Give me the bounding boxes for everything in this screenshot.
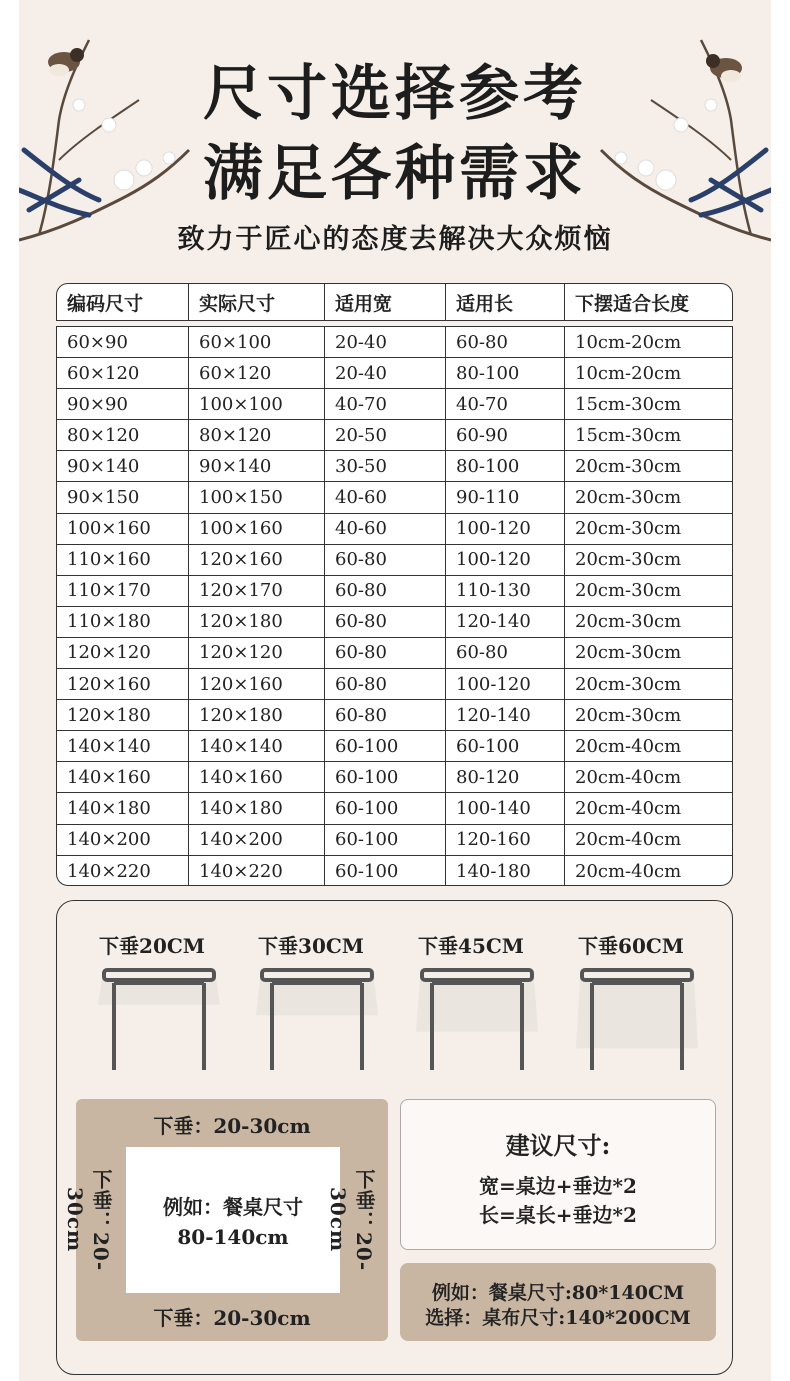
table-cell-fit-length: 80-120 (446, 762, 565, 792)
table-cell-actual-size: 120×160 (189, 669, 325, 699)
table-cell-fit-width: 60-80 (325, 576, 446, 606)
plum-blossom-branch-left-decoration (19, 0, 219, 260)
suggested-size-title: 建议尺寸: (505, 1131, 611, 1160)
table-row (57, 514, 732, 545)
size-table-header (56, 283, 733, 321)
table-cell-fit-width: 60-100 (325, 762, 446, 792)
table-cell-code-size: 110×180 (57, 607, 189, 637)
column-header-actual-size: 实际尺寸 (189, 284, 325, 320)
column-header-fit-width: 适用宽 (325, 284, 446, 320)
table-row (57, 327, 732, 358)
table-cell-fit-width: 60-100 (325, 856, 446, 886)
table-cell-actual-size: 120×170 (189, 576, 325, 606)
table-cell-actual-size: 140×160 (189, 762, 325, 792)
table-cell-fit-length: 100-120 (446, 514, 565, 544)
table-cell-fit-length: 60-80 (446, 327, 565, 357)
table-cell-code-size: 90×90 (57, 389, 189, 419)
table-cell-actual-size: 140×220 (189, 856, 325, 886)
table-cell-drop-length: 15cm-30cm (575, 393, 682, 415)
table-cell-code-size: 120×120 (57, 638, 189, 668)
table-cell-fit-length: 80-100 (446, 451, 565, 481)
diagram-right-drop-label: 下垂：20-30cm (326, 1168, 376, 1272)
width-formula: 宽=桌边+垂边*2 (479, 1174, 637, 1198)
table-cell-drop-length: 20cm-40cm (575, 766, 682, 788)
table-cell-code-size: 120×160 (57, 669, 189, 699)
table-cell-drop-length: 10cm-20cm (575, 362, 682, 384)
table-cell-drop-length: 20cm-30cm (575, 580, 682, 602)
table-cloth-drop-30cm-illustration (252, 965, 382, 1075)
table-row (57, 389, 732, 420)
table-cloth-drop-20cm-illustration (94, 965, 224, 1075)
table-cell-code-size: 80×120 (57, 420, 189, 450)
table-cell-code-size: 110×170 (57, 576, 189, 606)
diagram-example-line1: 例如：餐桌尺寸 (163, 1195, 303, 1219)
table-cell-drop-length: 20cm-40cm (575, 829, 682, 851)
length-formula: 长=桌长+垂边*2 (479, 1203, 637, 1227)
table-row (57, 420, 732, 451)
table-cell-fit-width: 40-70 (325, 389, 446, 419)
table-cell-fit-length: 40-70 (446, 389, 565, 419)
table-row (57, 731, 732, 762)
table-cell-fit-width: 60-80 (325, 700, 446, 730)
table-cell-fit-width: 60-80 (325, 638, 446, 668)
table-row (57, 607, 732, 638)
table-cell-drop-length: 20cm-40cm (575, 860, 682, 882)
table-cell-actual-size: 120×120 (189, 638, 325, 668)
table-cell-actual-size: 140×140 (189, 731, 325, 761)
table-cell-drop-length: 20cm-30cm (575, 487, 682, 509)
drop-label-45cm: 下垂45CM (418, 934, 524, 958)
table-cell-actual-size: 120×180 (189, 700, 325, 730)
table-cell-actual-size: 100×160 (189, 514, 325, 544)
size-table-body (56, 326, 733, 886)
table-cell-fit-length: 80-100 (446, 358, 565, 388)
table-cell-code-size: 120×180 (57, 700, 189, 730)
table-cell-drop-length: 20cm-30cm (575, 455, 682, 477)
table-cell-fit-width: 40-60 (325, 514, 446, 544)
table-row (57, 545, 732, 576)
table-cell-code-size: 90×150 (57, 482, 189, 512)
table-cell-actual-size: 140×180 (189, 793, 325, 823)
table-row (57, 482, 732, 513)
table-cell-code-size: 140×200 (57, 825, 189, 855)
table-cell-fit-length: 100-140 (446, 793, 565, 823)
table-cell-actual-size: 100×150 (189, 482, 325, 512)
table-cell-drop-length: 20cm-30cm (575, 611, 682, 633)
table-cell-code-size: 100×160 (57, 514, 189, 544)
table-row (57, 638, 732, 669)
table-cell-code-size: 140×160 (57, 762, 189, 792)
table-cell-actual-size: 90×140 (189, 451, 325, 481)
table-row (57, 669, 732, 700)
table-cell-drop-length: 10cm-20cm (575, 331, 682, 353)
table-cell-fit-width: 20-40 (325, 327, 446, 357)
drop-label-20cm: 下垂20CM (99, 934, 205, 958)
table-cell-fit-width: 20-40 (325, 358, 446, 388)
table-cell-fit-length: 60-80 (446, 638, 565, 668)
column-header-fit-length: 适用长 (446, 284, 565, 320)
table-cloth-drop-45cm-illustration (412, 965, 542, 1075)
table-cell-fit-length: 90-110 (446, 482, 565, 512)
table-cell-drop-length: 20cm-30cm (575, 673, 682, 695)
diagram-example-line2: 80-140cm (177, 1225, 289, 1249)
table-cell-fit-width: 40-60 (325, 482, 446, 512)
table-cell-drop-length: 20cm-30cm (575, 518, 682, 540)
diagram-left-drop-label: 下垂：20-30cm (63, 1168, 113, 1272)
table-cell-fit-length: 120-160 (446, 825, 565, 855)
table-cell-actual-size: 100×100 (189, 389, 325, 419)
table-cell-fit-length: 110-130 (446, 576, 565, 606)
table-cell-fit-width: 20-50 (325, 420, 446, 450)
table-cell-fit-width: 60-100 (325, 731, 446, 761)
table-cell-fit-length: 60-90 (446, 420, 565, 450)
table-cell-fit-width: 30-50 (325, 451, 446, 481)
diagram-bottom-drop-label: 下垂：20-30cm (153, 1306, 311, 1330)
table-cell-code-size: 60×90 (57, 327, 189, 357)
table-row (57, 700, 732, 731)
table-cell-code-size: 140×140 (57, 731, 189, 761)
diagram-example-text (126, 1192, 340, 1252)
table-cell-fit-length: 140-180 (446, 856, 565, 886)
table-row (57, 856, 732, 886)
table-cell-fit-length: 120-140 (446, 700, 565, 730)
table-cell-drop-length: 20cm-40cm (575, 735, 682, 757)
table-cell-fit-length: 100-120 (446, 669, 565, 699)
page-subtitle: 致力于匠心的态度去解决大众烦恼 (177, 224, 613, 255)
table-row (57, 358, 732, 389)
table-cell-code-size: 60×120 (57, 358, 189, 388)
table-row (57, 762, 732, 793)
table-cell-code-size: 140×220 (57, 856, 189, 886)
table-row (57, 793, 732, 824)
size-guide-page (19, 0, 771, 1381)
example-cloth-size: 选择：桌布尺寸:140*200CM (425, 1307, 691, 1329)
table-cell-actual-size: 60×100 (189, 327, 325, 357)
column-header-drop-length: 下摆适合长度 (575, 292, 690, 315)
table-row (57, 825, 732, 856)
table-cell-code-size: 110×160 (57, 545, 189, 575)
table-cell-drop-length: 20cm-30cm (575, 549, 682, 571)
table-cell-drop-length: 20cm-40cm (575, 797, 682, 819)
table-cell-fit-width: 60-80 (325, 545, 446, 575)
table-cell-fit-width: 60-100 (325, 825, 446, 855)
table-cell-fit-width: 60-80 (325, 607, 446, 637)
table-cell-fit-length: 60-100 (446, 731, 565, 761)
example-table-size: 例如：餐桌尺寸:80*140CM (431, 1282, 685, 1304)
table-cell-drop-length: 15cm-30cm (575, 424, 682, 446)
table-cell-fit-width: 60-80 (325, 669, 446, 699)
diagram-top-drop-label: 下垂：20-30cm (153, 1114, 311, 1138)
table-cell-fit-length: 120-140 (446, 607, 565, 637)
drop-label-30cm: 下垂30CM (258, 934, 364, 958)
page-title-line1: 尺寸选择参考 (203, 59, 587, 129)
table-cell-fit-length: 100-120 (446, 545, 565, 575)
table-cell-actual-size: 120×160 (189, 545, 325, 575)
page-title-line2: 满足各种需求 (203, 139, 587, 209)
table-cell-drop-length: 20cm-30cm (575, 704, 682, 726)
table-row (57, 576, 732, 607)
table-row (57, 451, 732, 482)
plum-blossom-branch-right-decoration (571, 0, 771, 260)
table-cell-actual-size: 80×120 (189, 420, 325, 450)
table-cell-code-size: 90×140 (57, 451, 189, 481)
table-cell-drop-length: 20cm-30cm (575, 642, 682, 664)
table-cell-fit-width: 60-100 (325, 793, 446, 823)
table-cell-actual-size: 140×200 (189, 825, 325, 855)
table-cell-actual-size: 60×120 (189, 358, 325, 388)
table-cell-actual-size: 120×180 (189, 607, 325, 637)
drop-label-60cm: 下垂60CM (578, 934, 684, 958)
table-cell-code-size: 140×180 (57, 793, 189, 823)
column-header-code-size: 编码尺寸 (57, 284, 189, 320)
table-cloth-drop-60cm-illustration (572, 965, 702, 1075)
